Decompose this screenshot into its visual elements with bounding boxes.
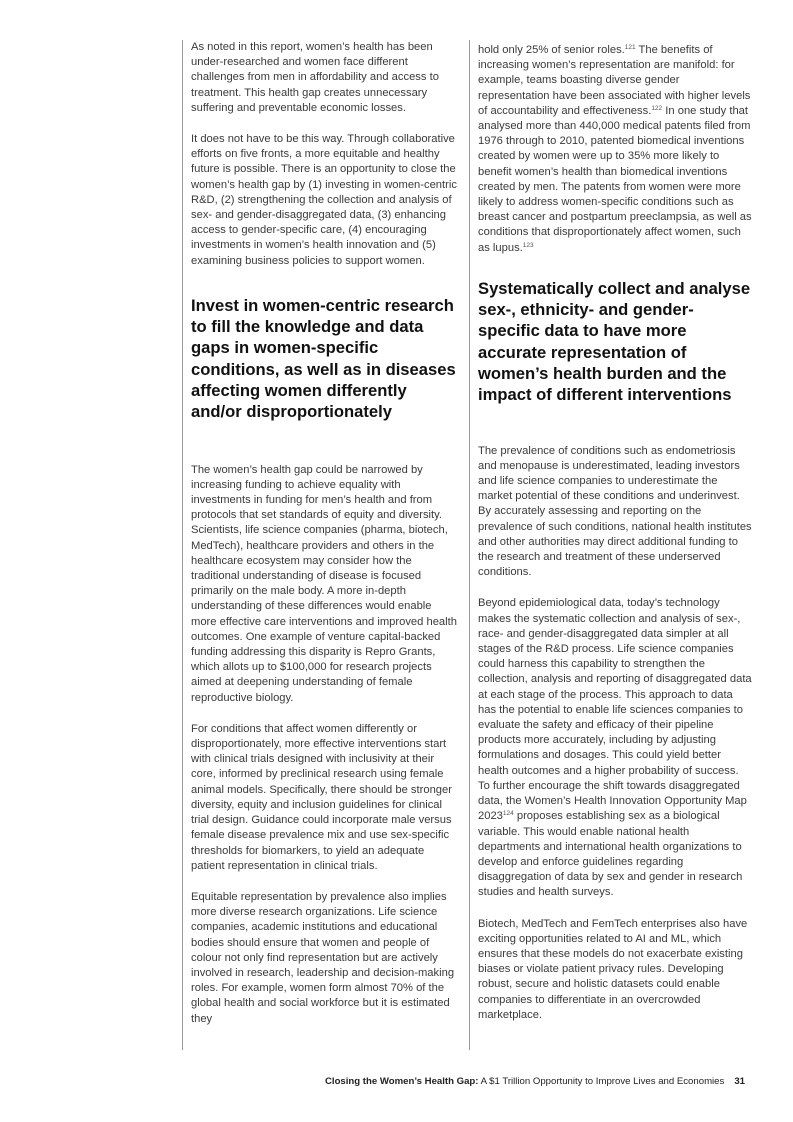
clinical-trials-paragraph: For conditions that affect women differently or disproportionately, more effective interventions start with clinical trials designed with inclusivity at their core, informed by preclinical research using female animal models. Specifically, there should be stronger diversity, equity and inclusion guidelines for clinical trial design. Guidance could incorporate male versus female disease prevalence mix and use sex-specific thresholds for biomarkers, to yield an adequate patient representation in clinical trials. <box>191 722 452 872</box>
left-column <box>182 40 460 1050</box>
page-number: 31 <box>734 1076 745 1087</box>
footer-title-rest: A $1 Trillion Opportunity to Improve Lives and Economies <box>478 1076 725 1087</box>
section-heading-disaggregated-data: Systematically collect and analyse sex-, ethnicity- and gender-specific data to have more accurate representation of women’s health burden and the impact of different interventions <box>478 278 751 405</box>
right-column <box>469 40 753 1050</box>
section-heading-women-centric-research: Invest in women-centric research to fill the knowledge and data gaps in women-specific conditions, as well as in diseases affecting women differently and/or disproportionately <box>191 295 456 422</box>
footnote-ref-122: 122 <box>651 104 663 112</box>
five-fronts-paragraph: It does not have to be this way. Through collaborative efforts on five fronts, a more equitable and healthy future is possible. There is an opportunity to close the women’s health gap by (1) investing in women-centric R&D, (2) strengthening the collection and analysis of sex- and gender-disaggregated data, (3) enhancing access to gender-specific care, (4) encouraging investments in women’s health innovation and (5) examining business policies to support women. <box>191 133 457 267</box>
intro-paragraph: As noted in this report, women’s health has been under-researched and women face different challenges from men in affordability and access to treatment. This health gap creates unnecessary suffering and preventable economic losses. <box>191 41 439 114</box>
ai-ml-paragraph: Biotech, MedTech and FemTech enterprises also have exciting opportunities related to AI and ML, which ensures that these models do not exacerbate existing biases or violate patient privacy rules. Developing robust, secure and holistic datasets could enable companies to differentiate in an overcrowded marketplace. <box>478 917 748 1021</box>
footnote-ref-123: 123 <box>522 241 534 249</box>
prevalence-paragraph: The prevalence of conditions such as endometriosis and menopause is underestimated, leading investors and life science companies to underestimate the market potential of these conditions and underinvest. By accurately assessing and reporting on the prevalence of such conditions, national health institutes and other authorities may direct additional funding to the research and treatment of these underserved conditions. <box>478 444 752 579</box>
footnote-ref-124: 124 <box>502 810 514 818</box>
funding-paragraph: The women’s health gap could be narrowed by increasing funding to achieve equality with investments in funding for men’s health and from protocols that set standards of equity and diversity. Scientists, life science companies (pharma, biotech, MedTech), healthcare providers and others in the healthcare ecosystem may consider how the traditional understanding of disease is focused primarily on the male body. A more in-depth understanding of these differences would enable more effective care interventions and improved health outcomes. One example of venture capital-backed funding addressing this disparity is Repro Grants, which allots up to $100,000 for research projects aimed at deepening understanding of female reproductive biology. <box>191 463 457 704</box>
page-footer <box>325 1076 745 1087</box>
footnote-ref-121: 121 <box>624 44 636 51</box>
senior-roles-paragraph: hold only 25% of senior roles.$^{121}$ The benefits of increasing women’s representation are manifold: for example, teams boasting diverse gender representation have been associated with higher levels of accountability and effectiveness.$^{122}$ In one study that analysed more than 440,000 medical patents filed from 1976 through to 2010, patented biomedical inventions created by women were up to 35% more likely to benefit women’s health than biomedical inventions created by men. The patents from women were more likely to address women-specific conditions such as breast cancer and postpartum preeclampsia, as well as conditions that disproportionately affect women, such as lupus.$^{123}$ <box>478 44 752 254</box>
representation-paragraph: Equitable representation by prevalence also implies more diverse research organizations. Life science companies, academic institutions and educational bodies should ensure that women and people of colour not only find representation but are actively involved in research, leadership and decision-making roles. For example, women form almost 70% of the global health and social workforce but it is estimated they <box>191 890 455 1025</box>
footer-title-bold: Closing the Women’s Health Gap: <box>324 1076 479 1087</box>
epidemiological-data-paragraph: Beyond epidemiological data, today’s technology makes the systematic collection and analysis of sex-, race- and gender-disaggregated data simpler at all stages of the R&D process. Life science companies could harness this capability to strengthen the collection, analysis and reporting of disaggregated data at each stage of the process. This approach to data has the potential to enable life sciences companies to evaluate the safety and efficacy of their pipeline products more accurately, including by adjusting formulations and dosages. This could yield better health outcomes and a higher probability of success. To further encourage the shift towards disaggregated data, the Women’s Health Innovation Opportunity Map 2023$^{124}$ proposes establishing sex as a biological variable. This would enable national health departments and international health organizations to develop and enforce guidelines regarding disaggregation of data by sex and gender in research studies and health surveys. <box>478 597 752 899</box>
